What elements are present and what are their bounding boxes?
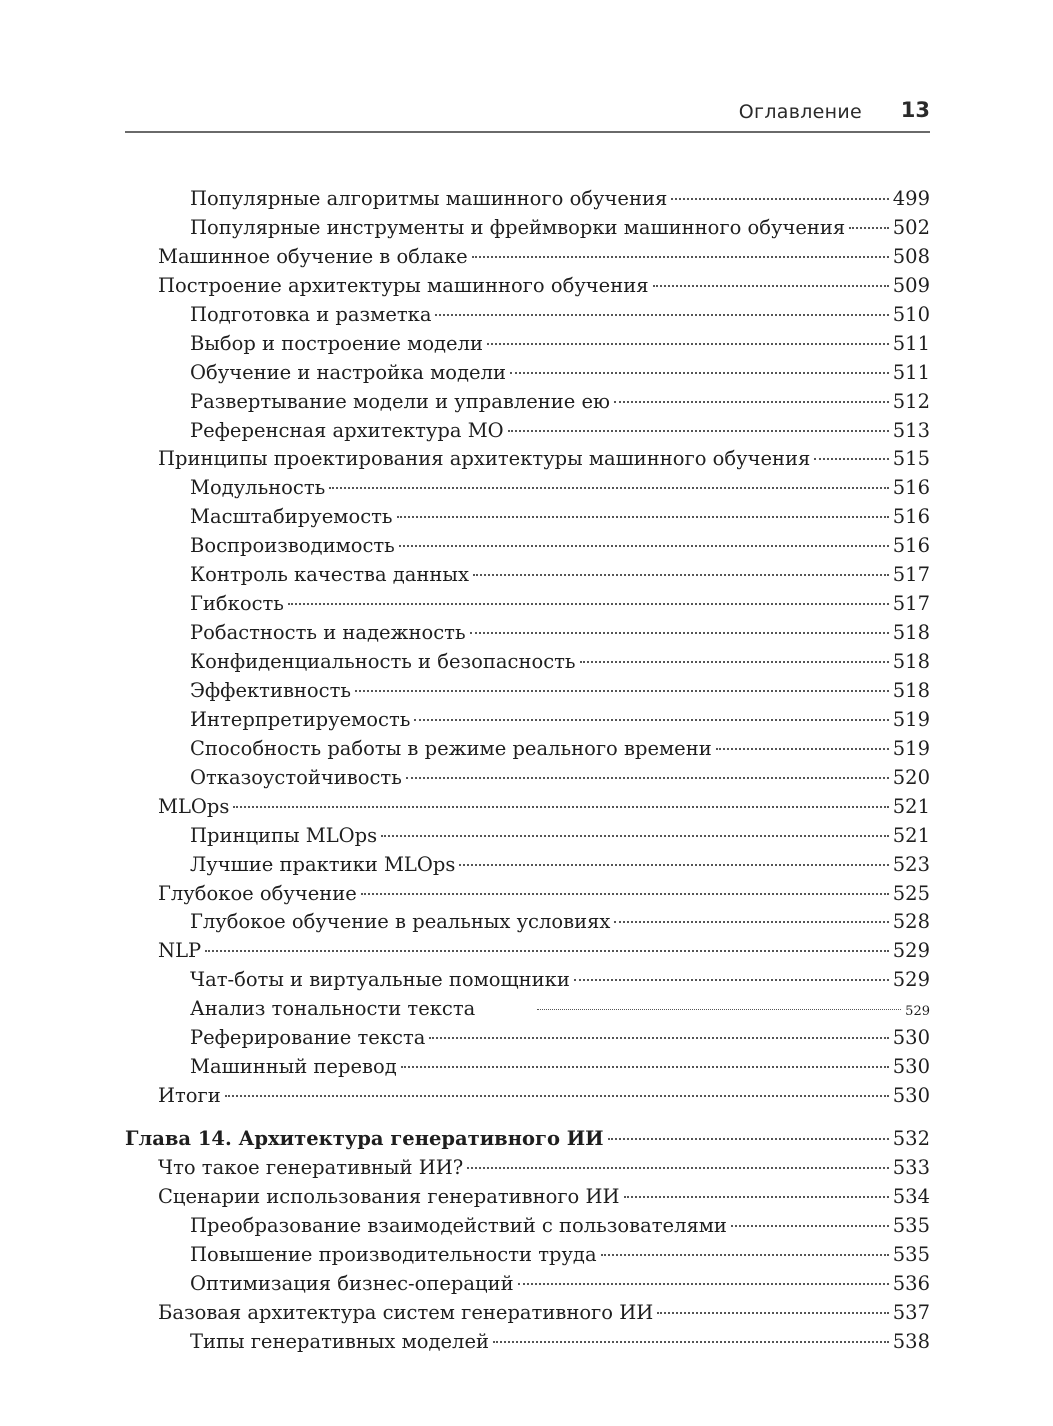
toc-entry-page: 509 [892, 273, 930, 297]
toc-entry-page: 516 [892, 505, 930, 529]
toc-entry-page: 535 [892, 1242, 930, 1266]
dot-leader [580, 661, 889, 663]
toc-entry-page: 535 [892, 1213, 930, 1237]
toc-entry [125, 1183, 930, 1212]
toc-entry-title: Принципы MLOps [190, 823, 378, 847]
toc-entry-title: NLP [158, 939, 202, 963]
toc-entry-page: 523 [892, 852, 930, 876]
toc-entry-page: 525 [892, 881, 930, 905]
toc-entry-page: 533 [892, 1156, 930, 1179]
toc-entry-page: 517 [892, 563, 930, 587]
toc-entry [125, 503, 930, 532]
toc-entry-title: Анализ тональности текста [190, 997, 476, 1021]
running-header-page-number: 13 [900, 98, 930, 122]
toc-entry-page: 529 [905, 1004, 930, 1020]
dot-leader [574, 979, 889, 981]
dot-leader [225, 1095, 889, 1097]
dot-leader [518, 1283, 889, 1285]
toc-entry [125, 590, 930, 619]
toc-chapter-entry [125, 1124, 930, 1154]
header-rule [125, 131, 930, 133]
toc-entry [125, 561, 930, 590]
dot-leader [467, 1167, 889, 1169]
dot-leader [429, 1037, 888, 1039]
toc-entry-page: 513 [892, 418, 930, 442]
toc-entry-page: 529 [892, 939, 930, 963]
toc-entry-page: 536 [892, 1271, 930, 1295]
toc-entry-title: Глубокое обучение [158, 881, 357, 905]
toc-entry [125, 793, 930, 822]
toc-entry [125, 880, 930, 909]
toc-entry-title: Выбор и построение модели [190, 331, 483, 355]
toc-entry-title: Робастность и надежность [190, 621, 466, 645]
dot-leader [459, 864, 888, 866]
toc-entry-title: Типы генеративных моделей [190, 1329, 489, 1353]
toc-entry-title: Обучение и настройка модели [190, 360, 506, 384]
dot-leader [205, 950, 889, 952]
toc-entry-page: 519 [892, 736, 930, 760]
toc-entry-title: Модульность [190, 476, 326, 500]
dot-leader [624, 1196, 889, 1198]
toc-entry-page: 518 [892, 650, 930, 673]
toc-entry [125, 243, 930, 272]
toc-entry-title: Подготовка и разметка [190, 302, 432, 326]
toc-entry-page: 530 [892, 1026, 930, 1050]
toc-entry-title: Популярные инструменты и фреймворки машинного обучения [190, 215, 846, 239]
toc-entry [125, 764, 930, 793]
toc-entry-page: 530 [892, 1055, 930, 1079]
toc-entry-page: 508 [892, 244, 930, 268]
dot-leader [355, 690, 889, 692]
toc-entry [125, 1212, 930, 1241]
toc-entry-page: 515 [892, 447, 930, 471]
toc-entry-title: Принципы проектирования архитектуры машинного обучения [158, 447, 811, 471]
toc-entry [125, 619, 930, 648]
toc-entry [125, 648, 930, 677]
toc-entry-title: Популярные алгоритмы машинного обучения [190, 187, 668, 210]
running-header-title: Оглавление [738, 101, 862, 123]
toc-entry-title: MLOps [158, 794, 230, 818]
toc-entry-title: Повышение производительности труда [190, 1242, 597, 1266]
dot-leader [399, 545, 889, 547]
dot-leader [361, 893, 889, 895]
toc-entry [125, 214, 930, 243]
toc-entry-title: Развертывание модели и управление ею [190, 389, 610, 413]
toc-entry-page: 537 [892, 1300, 930, 1324]
toc-entry-page: 511 [892, 360, 930, 384]
table-of-contents [125, 185, 930, 1357]
toc-entry [125, 445, 930, 474]
toc-entry [125, 966, 930, 995]
toc-entry-title: Сценарии использования генеративного ИИ [158, 1184, 620, 1208]
toc-entry-title: Преобразование взаимодействий с пользователями [190, 1213, 727, 1237]
dot-leader [472, 256, 889, 258]
dot-leader [470, 632, 889, 634]
dot-leader [401, 1066, 889, 1068]
dot-leader [657, 1312, 889, 1314]
dot-leader [849, 227, 889, 229]
toc-entry [125, 706, 930, 735]
toc-entry [125, 1299, 930, 1328]
toc-entry [125, 330, 930, 359]
dot-leader [614, 921, 888, 923]
toc-entry-title: Отказоустойчивость [190, 765, 402, 789]
toc-entry-title: Гибкость [190, 592, 284, 616]
toc-entry-title: Контроль качества данных [190, 563, 469, 587]
toc-entry-page: 529 [892, 968, 930, 992]
dot-leader [435, 314, 888, 316]
toc-entry-page: 511 [892, 331, 930, 355]
toc-entry-title: Масштабируемость [190, 505, 393, 529]
dot-leader [288, 603, 889, 605]
toc-entry-title: Референсная архитектура МО [190, 418, 504, 442]
toc-entry-title: Построение архитектуры машинного обучения [158, 273, 649, 297]
toc-entry [125, 359, 930, 388]
dot-leader [716, 748, 889, 750]
toc-entry [125, 1053, 930, 1082]
dot-leader [510, 372, 889, 374]
toc-entry-page: 520 [892, 765, 930, 789]
toc-entry [125, 937, 930, 966]
toc-entry-title: Воспроизводимость [190, 534, 395, 558]
toc-entry-page: 519 [892, 707, 930, 731]
toc-entry [125, 851, 930, 880]
toc-entry-title: Оптимизация бизнес-операций [190, 1271, 514, 1295]
dot-leader [233, 806, 888, 808]
toc-entry-title: Интерпретируемость [190, 707, 411, 731]
dot-leader [414, 719, 888, 721]
toc-entry-page: 516 [892, 476, 930, 500]
toc-entry-page: 516 [892, 534, 930, 558]
toc-entry [125, 301, 930, 330]
toc-entry-page: 517 [892, 592, 930, 616]
toc-chapter-title: Глава 14. Архитектура генеративного ИИ [125, 1127, 604, 1150]
running-header [125, 98, 930, 130]
dot-leader [329, 487, 889, 489]
dot-leader [653, 285, 889, 287]
toc-entry [125, 1328, 930, 1357]
toc-entry-title: Реферирование текста [190, 1026, 426, 1050]
toc-entry-page: 521 [892, 823, 930, 847]
toc-entry [125, 677, 930, 706]
toc-entry [125, 417, 930, 446]
dot-leader [508, 430, 889, 432]
toc-entry-title: Машинный перевод [190, 1055, 397, 1079]
toc-entry-page: 518 [892, 621, 930, 645]
dot-leader [473, 574, 889, 576]
toc-entry-title: Способность работы в режиме реального времени [190, 736, 712, 760]
toc-entry-title: Машинное обучение в облаке [158, 244, 468, 268]
toc-entry [125, 185, 930, 214]
toc-entry [125, 1024, 930, 1053]
toc-entry-page: 528 [892, 910, 930, 934]
toc-entry [125, 474, 930, 503]
toc-entry-page: 534 [892, 1184, 930, 1208]
dot-leader [614, 401, 889, 403]
toc-entry-title: Чат-боты и виртуальные помощники [190, 968, 570, 992]
toc-entry-title: Лучшие практики MLOps [190, 852, 456, 876]
toc-entry-title: Конфиденциальность и безопасность [190, 650, 576, 673]
toc-entry-page: 532 [892, 1127, 930, 1150]
toc-entry [125, 1154, 930, 1183]
toc-entry [125, 272, 930, 301]
toc-entry [125, 995, 930, 1024]
toc-entry-page: 512 [892, 389, 930, 413]
dot-leader [814, 458, 888, 460]
toc-entry [125, 1241, 930, 1270]
toc-entry-page: 521 [892, 794, 930, 818]
toc-entry [125, 822, 930, 851]
dot-leader [397, 516, 889, 518]
toc-entry [125, 735, 930, 764]
dot-leader [381, 835, 889, 837]
dot-leader [406, 777, 889, 779]
dot-leader [537, 1009, 901, 1010]
toc-entry-page: 538 [892, 1329, 930, 1353]
toc-entry [125, 532, 930, 561]
toc-entry-title: Глубокое обучение в реальных условиях [190, 910, 611, 934]
toc-entry-page: 530 [892, 1084, 930, 1108]
toc-entry [125, 388, 930, 417]
toc-entry-page: 518 [892, 678, 930, 702]
dot-leader [731, 1225, 889, 1227]
toc-entry-page: 510 [892, 302, 930, 326]
toc-entry [125, 1082, 930, 1111]
toc-entry-page: 499 [892, 187, 930, 210]
toc-entry-title: Эффективность [190, 678, 351, 702]
toc-entry-title: Итоги [158, 1084, 221, 1108]
toc-entry [125, 1270, 930, 1299]
toc-entry-title: Что такое генеративный ИИ? [158, 1156, 464, 1179]
toc-entry-title: Базовая архитектура систем генеративного ИИ [158, 1300, 654, 1324]
dot-leader [671, 198, 889, 200]
dot-leader [493, 1341, 889, 1343]
toc-entry-page: 502 [892, 215, 930, 239]
dot-leader [487, 343, 889, 345]
toc-entry [125, 908, 930, 937]
dot-leader [601, 1254, 889, 1256]
dot-leader [608, 1138, 889, 1140]
